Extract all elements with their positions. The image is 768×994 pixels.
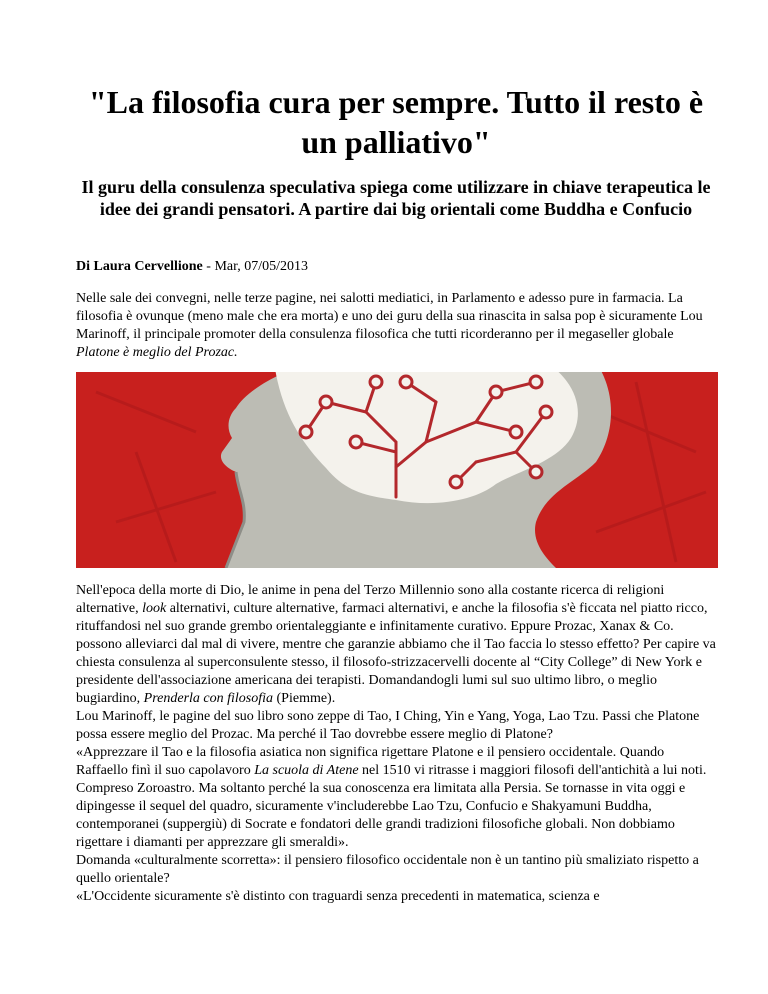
date-separator: - <box>202 259 215 274</box>
head-with-circuit-brain-illustration <box>76 372 718 568</box>
paragraph-5: «L'Occidente sicuramente s'è distinto con traguardi senza precedenti in matematica, scienza e <box>76 889 600 904</box>
paragraph-1-text-c: (Piemme). <box>273 691 336 706</box>
paragraph-1 <box>76 582 716 708</box>
article-title: "La filosofia cura per sempre. Tutto il resto è un palliativo" <box>88 84 704 160</box>
author-name: Di Laura Cervellione <box>76 259 203 274</box>
publish-date: Mar, 07/05/2013 <box>214 259 308 274</box>
book-title-scuola-di-atene: La scuola di Atene <box>254 763 359 778</box>
paragraph-2: Lou Marinoff, le pagine del suo libro sono zeppe di Tao, I Ching, Yin e Yang, Yoga, Lao Tzu. Passi che Platone possa essere meglio del Prozac. Ma perché il Tao dovrebbe essere meglio di Platone? <box>76 709 700 742</box>
paragraph-3-text-b: nel 1510 vi ritrasse i maggiori filosofi dell'antichità a lui noti. Compreso Zoroastro. Ma soltanto perché la sua conoscenza era limitata alla Persia. Se tornasse in vita oggi e dipingesse il sequel del quadro, sicuramente v'includerebbe Lao Tzu, Confucio e Shakyamuni Buddha, contemporanei (suppergiù) di Socrate e fondatori delle grandi tradizioni filosofiche globali. Non dobbiamo rigettare i diamanti per apprezzare gli smeraldi». <box>76 763 707 850</box>
paragraph-4: Domanda «culturalmente scorretta»: il pensiero filosofico occidentale non è un tantino più smaliziato rispetto a quello orientale? <box>76 853 699 886</box>
paragraph-1-text-b: alternativi, culture alternative, farmaci alternativi, e anche la filosofia s'è ficcata nel piatto ricco, rituffandosi nel suo grande grembo orientaleggiante e infinitamente curativo. Eppure Prozac, Xanax & Co. possono alleviarci dal mal di vivere, mentre che garanzie abbiamo che il Tao faccia lo stesso effetto? Per capire va chiesta consulenza al superconsulente stesso, il filosofo-strizzacervelli docente al “City College” di New York e presidente dell'associazione americana dei terapisti. Domandandogli lumi sul suo ultimo libro, o meglio bugiardino, <box>76 601 716 706</box>
article-subtitle: Il guru della consulenza speculativa spiega come utilizzare in chiave terapeutica le idee dei grandi pensatori. A partire dai big orientali come Buddha e Confucio <box>81 177 711 219</box>
book-title-prenderla: Prenderla con filosofia <box>143 691 274 706</box>
intro-paragraph <box>76 290 716 362</box>
look-italic: look <box>142 601 167 616</box>
article-body <box>76 582 716 906</box>
paragraph-1-text-a: Nell'epoca della morte di Dio, le anime in pena del Terzo Millennio sono alla costante ricerca di religioni alternative, <box>76 583 665 616</box>
paragraph-3-text-a: «Apprezzare il Tao e la filosofia asiatica non significa rigettare Platone e il pensiero occidentale. Quando Raffaello finì il suo capolavoro <box>76 745 665 778</box>
intro-book-title: Platone è meglio del Prozac. <box>76 345 238 360</box>
intro-text: Nelle sale dei convegni, nelle terze pagine, nei salotti mediatici, in Parlamento e adesso pure in farmacia. La filosofia è ovunque (meno male che era morta) e uno dei guru della sua rinascita in salsa pop è sicuramente Lou Marinoff, il principale promoter della consulenza filosofica che tutti ricorderanno per il megaseller globale <box>76 291 703 342</box>
paragraph-3 <box>76 744 716 852</box>
byline <box>76 258 308 276</box>
